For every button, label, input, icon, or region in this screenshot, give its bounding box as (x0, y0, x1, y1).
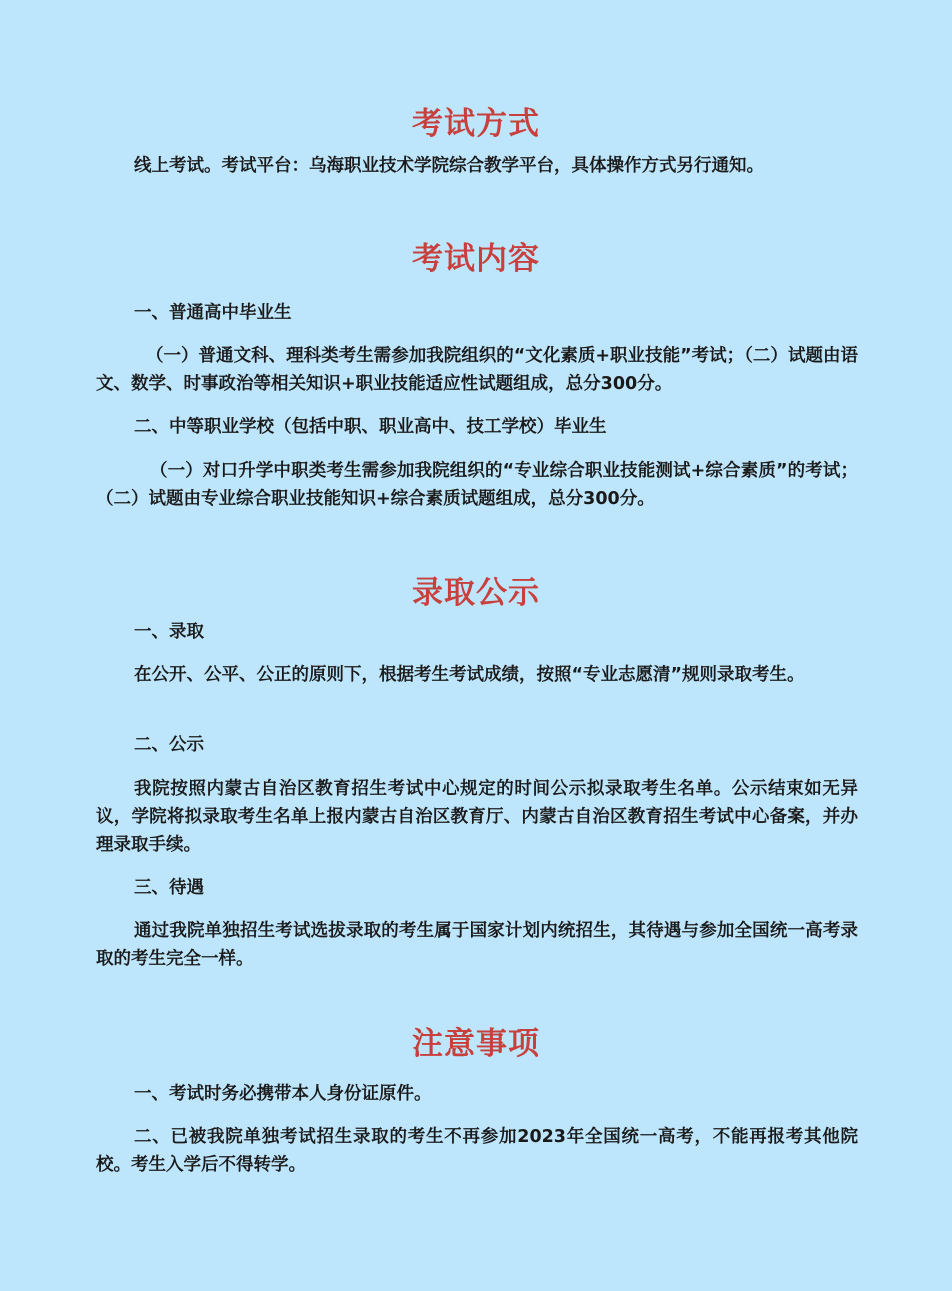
notes-item-2: 二、已被我院单独考试招生录取的考生不再参加2023年全国统一高考，不能再报考其他院校。考生入学后不得转学。 (96, 1127, 858, 1175)
section-title-notes: 注意事项 (412, 1026, 540, 1062)
admission-paragraph-1: 在公开、公平、公正的原则下，根据考生考试成绩，按照“专业志愿清”规则录取考生。 (134, 665, 805, 685)
admission-heading-2: 二、公示 (134, 735, 204, 755)
admission-paragraph-3: 通过我院单独招生考试选拔录取的考生属于国家计划内统招生，其待遇与参加全国统一高考录取的考生完全一样。 (96, 921, 858, 969)
section-title-exam-method: 考试方式 (412, 106, 540, 142)
exam-method-text: 线上考试。考试平台：乌海职业技术学院综合教学平台，具体操作方式另行通知。 (134, 156, 764, 176)
section-title-admission: 录取公示 (412, 575, 540, 611)
exam-content-paragraph-2: （一）对口升学中职类考生需参加我院组织的“专业综合职业技能测试+综合素质”的考试；（二）试题由专业综合职业技能知识+综合素质试题组成，总分300分。 (96, 461, 858, 509)
exam-content-paragraph-1: （一）普通文科、理科类考生需参加我院组织的“文化素质+职业技能”考试；（二）试题由语文、数学、时事政治等相关知识+职业技能适应性试题组成，总分300分。 (96, 346, 858, 394)
admission-paragraph-2: 我院按照内蒙古自治区教育招生考试中心规定的时间公示拟录取考生名单。公示结束如无异议，学院将拟录取考生名单上报内蒙古自治区教育厅、内蒙古自治区教育招生考试中心备案，并办理录取手续。 (96, 779, 858, 855)
notes-item-1: 一、考试时务必携带本人身份证原件。 (134, 1084, 432, 1104)
admission-heading-1: 一、录取 (134, 622, 204, 642)
section-title-exam-content: 考试内容 (412, 241, 540, 277)
exam-content-heading-1: 一、普通高中毕业生 (134, 303, 292, 323)
exam-content-heading-2: 二、中等职业学校（包括中职、职业高中、技工学校）毕业生 (134, 417, 607, 437)
admission-heading-3: 三、待遇 (134, 878, 204, 898)
